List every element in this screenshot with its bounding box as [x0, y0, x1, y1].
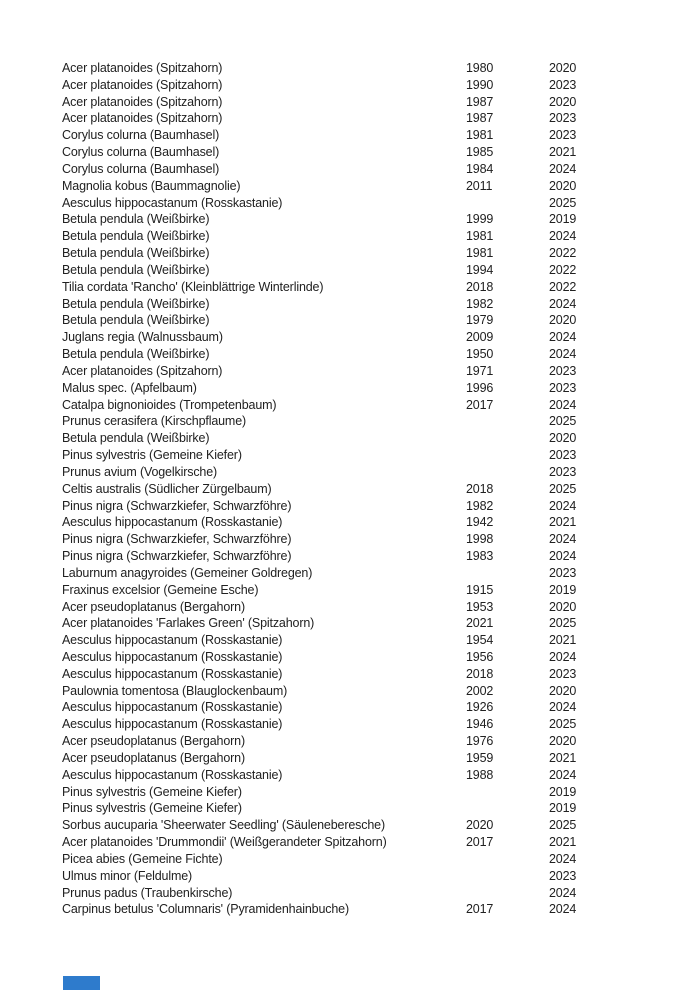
year-second: 2025: [549, 414, 577, 429]
tree-name: Acer pseudoplatanus (Bergahorn): [62, 599, 245, 614]
tree-name: Betula pendula (Weißbirke): [62, 212, 210, 227]
year-first: [466, 800, 549, 817]
year-second: 2023: [549, 565, 577, 580]
year-first: [466, 447, 549, 464]
tree-name: Acer platanoides 'Farlakes Green' (Spitzahorn): [62, 616, 315, 631]
tree-name: Magnolia kobus (Baummagnolie): [62, 178, 241, 193]
tree-name: Aesculus hippocastanum (Rosskastanie): [62, 767, 283, 782]
table-row: [62, 245, 680, 262]
tree-name: Juglans regia (Walnussbaum): [62, 330, 223, 345]
year-first: 1954: [466, 633, 494, 648]
table-row: [62, 329, 680, 346]
tree-name: Prunus cerasifera (Kirschpflaume): [62, 414, 247, 429]
year-first: 2021: [466, 616, 494, 631]
year-first: 1915: [466, 582, 494, 597]
table-row: [62, 380, 680, 397]
tree-name: Sorbus aucuparia 'Sheerwater Seedling' (Säuleneberesche): [62, 818, 385, 833]
table-row: [62, 649, 680, 666]
year-second: 2024: [549, 498, 577, 513]
year-second: 2020: [549, 734, 577, 749]
table-row: [62, 901, 680, 918]
table-row: [62, 211, 680, 228]
table-row: [62, 279, 680, 296]
table-row: [62, 447, 680, 464]
tree-name: Aesculus hippocastanum (Rosskastanie): [62, 649, 283, 664]
year-first: 1980: [466, 61, 494, 75]
year-second: 2021: [549, 515, 577, 530]
year-second: 2019: [549, 582, 577, 597]
year-first: 2017: [466, 902, 494, 917]
year-second: 2023: [549, 77, 577, 92]
year-second: 2024: [549, 330, 577, 345]
year-second: 2024: [549, 532, 577, 547]
year-second: 2019: [549, 212, 577, 227]
table-row: [62, 514, 680, 531]
table-row: [62, 733, 680, 750]
tree-name: Acer platanoides (Spitzahorn): [62, 363, 223, 378]
table-row: [62, 834, 680, 851]
year-second: 2023: [549, 128, 577, 143]
year-first: 1981: [466, 246, 494, 261]
year-first: [466, 565, 549, 582]
year-first: 2017: [466, 835, 494, 850]
year-first: 1987: [466, 94, 494, 109]
table-row: [62, 666, 680, 683]
year-first: 1946: [466, 717, 494, 732]
tree-name: Acer platanoides 'Drummondii' (Weißgerandeter Spitzahorn): [62, 835, 387, 850]
tree-name: Pinus sylvestris (Gemeine Kiefer): [62, 801, 242, 816]
year-first: 1983: [466, 549, 494, 564]
year-first: 1979: [466, 313, 494, 328]
table-row: [62, 195, 680, 212]
year-first: 1981: [466, 128, 494, 143]
year-second: 2022: [549, 246, 577, 261]
year-second: 2024: [549, 549, 577, 564]
year-first: [466, 430, 549, 447]
tree-name: Corylus colurna (Baumhasel): [62, 145, 220, 160]
year-first: 2009: [466, 330, 494, 345]
table-row: [62, 615, 680, 632]
table-row: [62, 144, 680, 161]
year-first: 1971: [466, 363, 494, 378]
table-row: [62, 716, 680, 733]
table-row: [62, 683, 680, 700]
table-row: [62, 817, 680, 834]
year-second: 2024: [549, 397, 577, 412]
tree-name: Betula pendula (Weißbirke): [62, 246, 210, 261]
table-row: [62, 60, 680, 77]
tree-name: Carpinus betulus 'Columnaris' (Pyramidenhainbuche): [62, 902, 350, 917]
tree-name: Fraxinus excelsior (Gemeine Esche): [62, 582, 259, 597]
table-row: [62, 296, 680, 313]
tree-name: Corylus colurna (Baumhasel): [62, 128, 220, 143]
tree-name: Acer pseudoplatanus (Bergahorn): [62, 734, 245, 749]
tree-name: Prunus padus (Traubenkirsche): [62, 885, 233, 900]
table-row: [62, 868, 680, 885]
year-first: 2018: [466, 666, 494, 681]
table-row: [62, 363, 680, 380]
year-second: 2023: [549, 868, 577, 883]
year-first: 1990: [466, 77, 494, 92]
table-row: [62, 885, 680, 902]
table-row: [62, 582, 680, 599]
tree-name: Pinus nigra (Schwarzkiefer, Schwarzföhre): [62, 549, 292, 564]
tree-name: Malus spec. (Apfelbaum): [62, 380, 197, 395]
year-second: 2023: [549, 380, 577, 395]
year-first: 1981: [466, 229, 494, 244]
year-first: 2018: [466, 279, 494, 294]
year-second: 2020: [549, 313, 577, 328]
year-first: [466, 851, 549, 868]
year-second: 2024: [549, 851, 577, 866]
year-first: 1942: [466, 515, 494, 530]
year-first: 2017: [466, 397, 494, 412]
tree-name: Celtis australis (Südlicher Zürgelbaum): [62, 481, 272, 496]
tree-name: Acer platanoides (Spitzahorn): [62, 61, 223, 75]
tree-name: Aesculus hippocastanum (Rosskastanie): [62, 666, 283, 681]
table-row: [62, 531, 680, 548]
year-first: 1953: [466, 599, 494, 614]
year-first: 1985: [466, 145, 494, 160]
tree-name: Betula pendula (Weißbirke): [62, 347, 210, 362]
year-first: 1984: [466, 161, 494, 176]
year-first: 1982: [466, 498, 494, 513]
table-row: [62, 94, 680, 111]
table-row: [62, 127, 680, 144]
table-row: [62, 784, 680, 801]
year-second: 2023: [549, 448, 577, 463]
year-first: 1998: [466, 532, 494, 547]
tree-name: Tilia cordata 'Rancho' (Kleinblättrige Winterlinde): [62, 279, 324, 294]
year-second: 2022: [549, 279, 577, 294]
tree-name: Aesculus hippocastanum (Rosskastanie): [62, 633, 283, 648]
year-second: 2021: [549, 633, 577, 648]
table-row: [62, 430, 680, 447]
year-second: 2024: [549, 649, 577, 664]
table-row: [62, 77, 680, 94]
tree-name: Acer platanoides (Spitzahorn): [62, 94, 223, 109]
table-row: [62, 397, 680, 414]
tree-name: Pinus nigra (Schwarzkiefer, Schwarzföhre): [62, 498, 292, 513]
tree-name: Catalpa bignonioides (Trompetenbaum): [62, 397, 277, 412]
year-second: 2020: [549, 94, 577, 109]
year-second: 2024: [549, 229, 577, 244]
year-second: 2024: [549, 700, 577, 715]
year-second: 2025: [549, 195, 577, 210]
tree-table: [62, 60, 680, 918]
tree-name: Betula pendula (Weißbirke): [62, 296, 210, 311]
tree-name: Betula pendula (Weißbirke): [62, 229, 210, 244]
year-second: 2021: [549, 145, 577, 160]
table-row: [62, 464, 680, 481]
year-second: 2019: [549, 784, 577, 799]
year-second: 2024: [549, 902, 577, 917]
year-first: 2002: [466, 683, 494, 698]
year-second: 2025: [549, 481, 577, 496]
year-first: 2011: [466, 178, 493, 193]
tree-name: Betula pendula (Weißbirke): [62, 431, 210, 446]
table-row: [62, 413, 680, 430]
year-second: 2024: [549, 161, 577, 176]
year-second: 2020: [549, 683, 577, 698]
table-row: [62, 632, 680, 649]
tree-name: Betula pendula (Weißbirke): [62, 262, 210, 277]
year-second: 2021: [549, 750, 577, 765]
year-second: 2024: [549, 885, 577, 900]
year-first: 1956: [466, 649, 494, 664]
table-row: [62, 851, 680, 868]
tree-name: Pinus sylvestris (Gemeine Kiefer): [62, 784, 242, 799]
tree-name: Picea abies (Gemeine Fichte): [62, 851, 223, 866]
year-first: [466, 464, 549, 481]
table-row: [62, 262, 680, 279]
year-second: 2025: [549, 616, 577, 631]
table-row: [62, 548, 680, 565]
table-row: [62, 312, 680, 329]
table-row: [62, 599, 680, 616]
year-second: 2020: [549, 431, 577, 446]
year-first: 1988: [466, 767, 494, 782]
tree-name: Aesculus hippocastanum (Rosskastanie): [62, 515, 283, 530]
table-row: [62, 565, 680, 582]
year-second: 2019: [549, 801, 577, 816]
tree-name: Prunus avium (Vogelkirsche): [62, 464, 218, 479]
year-second: 2023: [549, 363, 577, 378]
year-first: 1976: [466, 734, 494, 749]
tree-name: Acer pseudoplatanus (Bergahorn): [62, 750, 245, 765]
year-first: [466, 784, 549, 801]
table-row: [62, 481, 680, 498]
table-row: [62, 699, 680, 716]
table-row: [62, 346, 680, 363]
tree-name: Betula pendula (Weißbirke): [62, 313, 210, 328]
year-second: 2024: [549, 347, 577, 362]
year-first: 2020: [466, 818, 494, 833]
tree-name: Acer platanoides (Spitzahorn): [62, 77, 223, 92]
year-second: 2020: [549, 178, 577, 193]
tree-name: Laburnum anagyroides (Gemeiner Goldregen): [62, 565, 313, 580]
year-second: 2020: [549, 61, 577, 75]
year-first: 1999: [466, 212, 494, 227]
year-first: 1982: [466, 296, 494, 311]
year-second: 2025: [549, 717, 577, 732]
year-second: 2020: [549, 599, 577, 614]
table-row: [62, 178, 680, 195]
year-first: 1959: [466, 750, 494, 765]
table-row: [62, 161, 680, 178]
table-row: [62, 800, 680, 817]
year-second: 2024: [549, 296, 577, 311]
year-first: 1926: [466, 700, 494, 715]
tree-name: Paulownia tomentosa (Blauglockenbaum): [62, 683, 288, 698]
year-first: [466, 868, 549, 885]
tree-name: Aesculus hippocastanum (Rosskastanie): [62, 717, 283, 732]
year-second: 2023: [549, 111, 577, 126]
year-first: 2018: [466, 481, 494, 496]
year-second: 2022: [549, 262, 577, 277]
year-first: [466, 413, 549, 430]
year-second: 2023: [549, 464, 577, 479]
table-row: [62, 110, 680, 127]
tree-name: Aesculus hippocastanum (Rosskastanie): [62, 195, 283, 210]
table-row: [62, 750, 680, 767]
year-first: 1987: [466, 111, 494, 126]
table-row: [62, 228, 680, 245]
table-row: [62, 498, 680, 515]
year-first: [466, 195, 549, 212]
tree-name: Pinus sylvestris (Gemeine Kiefer): [62, 448, 242, 463]
year-first: 1994: [466, 262, 494, 277]
tree-name: Acer platanoides (Spitzahorn): [62, 111, 223, 126]
tree-name: Ulmus minor (Feldulme): [62, 868, 193, 883]
table-row: [62, 767, 680, 784]
tree-name: Pinus nigra (Schwarzkiefer, Schwarzföhre): [62, 532, 292, 547]
year-second: 2024: [549, 767, 577, 782]
year-first: 1996: [466, 380, 494, 395]
footer-blue-marker: [63, 976, 100, 990]
year-second: 2025: [549, 818, 577, 833]
tree-name: Aesculus hippocastanum (Rosskastanie): [62, 700, 283, 715]
year-second: 2021: [549, 835, 577, 850]
year-first: 1950: [466, 347, 494, 362]
year-second: 2023: [549, 666, 577, 681]
tree-name: Corylus colurna (Baumhasel): [62, 161, 220, 176]
year-first: [466, 885, 549, 902]
